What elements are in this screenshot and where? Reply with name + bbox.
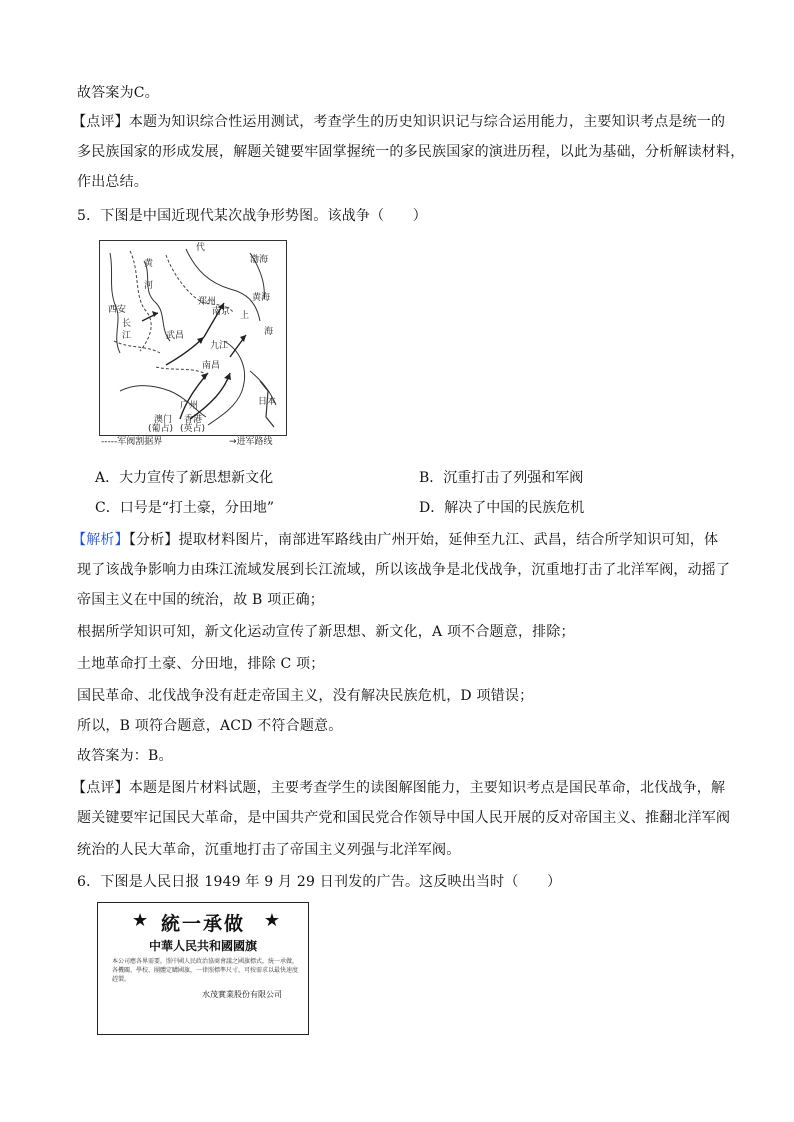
- map-label-nanchang: 南昌: [202, 361, 221, 371]
- previous-comment-line-1: 【点评】本题为知识综合性运用测试，考查学生的历史知识识记与综合运用能力，主要知识考点是统一的: [72, 114, 726, 130]
- analysis-line-2: 现了该战争影响力由珠江流域发展到长江流域，所以该战争是北伐战争，沉重地打击了北洋军阀，动摇了: [77, 562, 731, 578]
- comment-tag: 【点评】: [72, 114, 129, 130]
- map-label-shanghai-1: 上: [240, 311, 250, 321]
- map-label-xian: 西安: [108, 305, 127, 315]
- comment-line-2: 题关键要牢记国民大革命，是中国共产党和国民党合作领导中国人民开展的反对帝国主义、推翻北洋军阀: [77, 810, 731, 826]
- analysis-line-1: 【解析】【分析】提取材料图片，南部进军路线由广州开始，延伸至九江、武昌，结合所学知识可知，体: [72, 532, 719, 548]
- ad-subtitle: 中華人民共和國國旗: [148, 939, 257, 953]
- analysis-line-5: 土地革命打土豪、分田地，排除 C 项；: [77, 656, 325, 672]
- map-label-huang: 黄: [144, 259, 154, 269]
- map-label-nanjing: 南京: [212, 307, 231, 317]
- ad-body-text: 本公司應各界需要，照中國人民政治協商會議之國旗標式，統一承做，各機關、學校、團體定購國旗，一律照標準尺寸，可按需求以最快速度趕製。: [112, 958, 299, 983]
- map-label-riben: 日本: [258, 397, 277, 407]
- previous-comment-line-3: 作出总结。: [77, 174, 148, 190]
- map-label-chang: 长: [122, 319, 132, 329]
- analysis-line-7: 所以，B 项符合题意，ACD 不符合题意。: [77, 718, 343, 734]
- question-6-stem: 6．下图是人民日报 1949 年 9 月 29 日刊发的广告。这反映出当时（ ）: [77, 874, 562, 890]
- question-5-stem: 5．下图是中国近现代某次战争形势图。该战争（ ）: [77, 208, 427, 224]
- map-label-shanghai-2: 海: [264, 327, 274, 337]
- analysis-line-6: 国民革命、北伐战争没有赶走帝国主义，没有解决民族危机，D 项错误；: [77, 688, 534, 704]
- map-label-dai: 代: [196, 243, 206, 253]
- option-d[interactable]: D．解决了中国的民族危机: [419, 500, 585, 516]
- map-label-jiang: 江: [122, 331, 132, 341]
- map-label-xianggang: 香港: [184, 415, 203, 425]
- option-b[interactable]: B．沉重打击了列强和军阀: [419, 470, 584, 486]
- comment-line-3: 统治的人民大革命，沉重地打击了帝国主义列强与北洋军阀。: [77, 842, 461, 858]
- question-5-answer: 故答案为：B。: [77, 748, 173, 764]
- option-a[interactable]: A．大力宣传了新思想新文化: [95, 470, 274, 486]
- previous-answer: 故答案为C。: [77, 85, 159, 101]
- map-label-huanghai: 黄海: [252, 293, 271, 303]
- map-label-guangzhou: 广州: [180, 401, 199, 411]
- legend-march-route: →进军路线: [229, 437, 273, 447]
- map-label-aomen: 澳门: [154, 415, 173, 425]
- legend-warlord-boundary: -----军阀割据界: [101, 437, 163, 447]
- map-label-putuo: (葡占): [148, 424, 174, 434]
- map-label-zhengzhou: 郑州: [198, 297, 217, 307]
- star-icon-right: ★: [263, 910, 280, 931]
- comment-tag-q5: 【点评】: [72, 780, 129, 796]
- analysis-line-4: 根据所学知识可知，新文化运动宣传了新思想、新文化，A 项不合题意，排除；: [77, 624, 575, 640]
- map-label-bohai: 渤海: [250, 255, 269, 265]
- option-c[interactable]: C．口号是“打土豪，分田地”: [95, 500, 275, 516]
- ad-title: 統一承做: [160, 913, 245, 935]
- map-label-jiujiang: 九江: [210, 341, 229, 351]
- ad-company: 水茂實業股份有限公司: [202, 990, 282, 999]
- map-legend: [101, 436, 287, 448]
- analysis-tag: 【解析】: [72, 532, 129, 548]
- map-label-wuchang: 武昌: [166, 331, 185, 341]
- war-situation-map: [99, 240, 287, 436]
- star-icon-left: ★: [132, 910, 149, 931]
- newspaper-advertisement: [97, 902, 309, 1035]
- map-label-yingzhan: (英占): [180, 424, 206, 434]
- map-label-he: 河: [144, 281, 154, 291]
- previous-comment-line-2: 多民族国家的形成发展，解题关键要牢固掌握统一的多民族国家的演进历程，以此为基础，分析解读材料，: [77, 144, 745, 160]
- analysis-line-3: 帝国主义在中国的统治，故 B 项正确；: [77, 592, 324, 608]
- comment-line-1: 【点评】本题是图片材料试题，主要考查学生的读图解图能力，主要知识考点是国民革命，北伐战争，解: [72, 780, 726, 796]
